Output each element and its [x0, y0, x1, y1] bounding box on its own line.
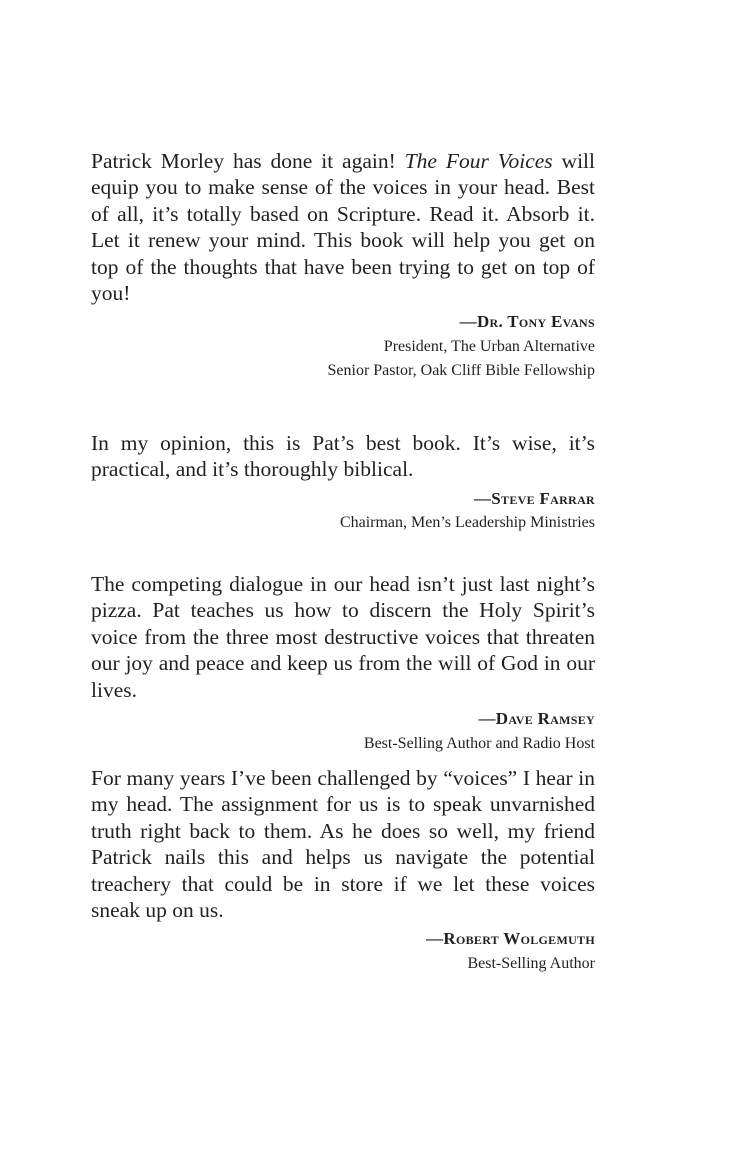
endorsement-quote: The competing dialogue in our head isn’t just last night’s pizza. Pat teaches us how to discern the Holy Spirit’s voice from the three most destructive voices that threaten our joy and peace and keep us from the will of God in our lives.: [91, 572, 595, 702]
endorsement-dave-ramsey: [91, 571, 595, 756]
quote-text: Patrick Morley has done it again!: [91, 149, 405, 173]
endorsement-steve-farrar: [91, 430, 595, 536]
endorsement-quote: In my opinion, this is Pat’s best book. It’s wise, it’s practical, and it’s thoroughly biblical.: [91, 431, 595, 482]
endorsement-quote: [91, 148, 595, 306]
endorser-role: President, The Urban Alternative: [383, 337, 595, 355]
attribution: [91, 310, 595, 384]
attribution: [91, 487, 595, 536]
endorser-role: Best-Selling Author: [467, 954, 595, 972]
endorser-name: —Steve Farrar: [474, 488, 595, 508]
attribution: [91, 927, 595, 976]
endorser-role: Chairman, Men’s Leadership Ministries: [339, 514, 595, 532]
endorser-role: Senior Pastor, Oak Cliff Bible Fellowship: [327, 362, 595, 380]
endorser-name: —Dr. Tony Evans: [459, 312, 595, 332]
endorsement-robert-wolgemuth: [91, 765, 595, 976]
endorsement-quote: For many years I’ve been challenged by “voices” I hear in my head. The assignment for us is to speak unvarnished truth right back to them. As he does so well, my friend Patrick nails this and helps us navigate the potential treachery that could be in store if we let these voices sneak up on us.: [91, 766, 595, 923]
attribution: [91, 707, 595, 756]
quote-text: will equip you to make sense of the voices in your head. Best of all, it’s totally based on Scripture. Read it. Absorb it. Let it renew your mind. This book will help you get on top of the thoughts that have been trying to get on top of you!: [91, 149, 595, 306]
endorsement-tony-evans: [91, 148, 595, 384]
endorser-name: —Dave Ramsey: [478, 709, 595, 729]
endorser-role: Best-Selling Author and Radio Host: [363, 734, 595, 752]
endorser-name: —Robert Wolgemuth: [426, 929, 595, 949]
book-title: The Four Voices: [404, 149, 553, 173]
